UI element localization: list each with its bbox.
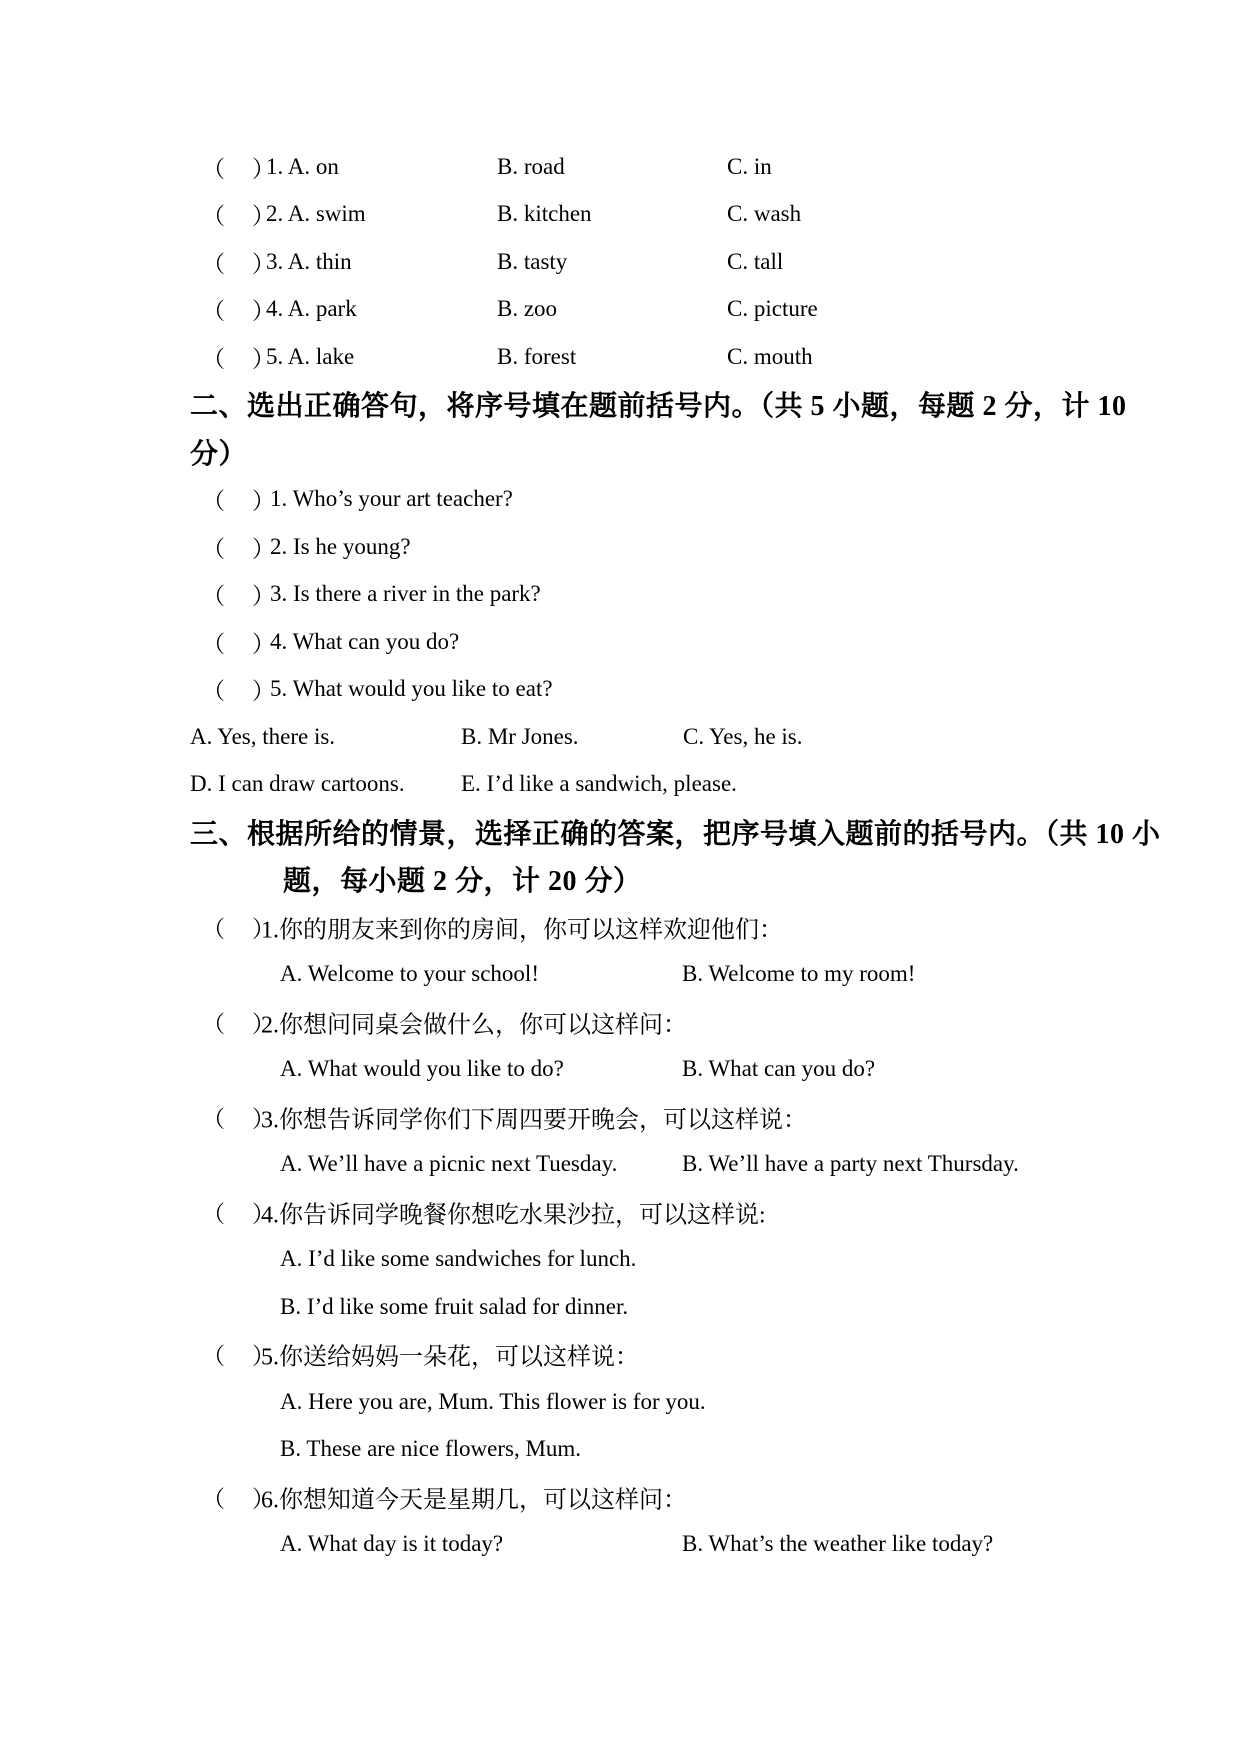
option-b: B. These are nice flowers, Mum. [280, 1436, 582, 1462]
option-c: C. in [727, 153, 772, 179]
section2-heading-line2 [0, 428, 1241, 476]
page-content [0, 143, 1241, 1568]
answer-bracket: （ ） [202, 488, 277, 514]
section-title-continued: 题，每小题 2 分，计 20 分） [283, 866, 642, 898]
vocab-row-4 [0, 286, 1241, 334]
question-text: 5. What would you like to eat? [270, 676, 553, 702]
section3-question-5 [0, 1331, 1241, 1379]
section-title-continued: 分） [190, 438, 248, 470]
answer-bracket: （ ） [202, 1011, 277, 1037]
section2-question-3 [0, 571, 1241, 619]
option-a: A. What would you like to do? [280, 1056, 564, 1082]
answer-d: D. I can draw cartoons. [190, 771, 405, 797]
section3-question-3 [0, 1093, 1241, 1141]
option-a: 4. A. park [266, 296, 357, 322]
vocab-row-5 [0, 333, 1241, 381]
answer-bracket: （ ） [202, 346, 277, 372]
option-c: C. wash [727, 201, 802, 227]
option-c: C. picture [727, 296, 818, 322]
option-b: B. zoo [497, 296, 558, 322]
answer-bracket: （ ） [202, 156, 277, 182]
option-b: B. What can you do? [682, 1056, 876, 1082]
answer-b: B. Mr Jones. [461, 723, 579, 749]
answer-bracket: （ ） [202, 298, 277, 324]
section2-answers-row-1 [0, 713, 1241, 761]
section3-question-3-options [0, 1141, 1241, 1189]
question-text: 2. Is he young? [270, 533, 411, 559]
section-title: 二、选出正确答句，将序号填在题前括号内。（共 5 小题，每题 2 分，计 10 [190, 391, 1127, 423]
option-a: 1. A. on [266, 153, 339, 179]
answer-bracket: （ ） [202, 536, 277, 562]
vocab-row-2 [0, 191, 1241, 239]
answer-bracket: （ ） [202, 1106, 277, 1132]
option-a: A. Welcome to your school! [280, 961, 539, 987]
question-prompt: 4.你告诉同学晚餐你想吃水果沙拉，可以这样说: [261, 1202, 766, 1229]
answer-e: E. I’d like a sandwich, please. [461, 771, 737, 797]
vocab-row-1 [0, 143, 1241, 191]
answer-bracket: （ ） [202, 631, 277, 657]
section3-question-5-option-b [0, 1426, 1241, 1474]
answer-bracket: （ ） [202, 1343, 277, 1369]
option-a: A. Here you are, Mum. This flower is for you. [280, 1388, 706, 1414]
question-prompt: 2.你想问同桌会做什么，你可以这样问： [261, 1012, 687, 1039]
section2-question-4 [0, 618, 1241, 666]
option-a: 3. A. thin [266, 248, 352, 274]
section3-question-6-options [0, 1521, 1241, 1569]
option-b: B. We’ll have a party next Thursday. [682, 1151, 1019, 1177]
option-b: B. tasty [497, 248, 568, 274]
answer-bracket: （ ） [202, 1201, 277, 1227]
option-a: 5. A. lake [266, 343, 355, 369]
option-c: C. mouth [727, 343, 813, 369]
question-text: 1. Who’s your art teacher? [270, 486, 513, 512]
option-b: B. I’d like some fruit salad for dinner. [280, 1293, 629, 1319]
option-a: A. I’d like some sandwiches for lunch. [280, 1246, 637, 1272]
option-a: A. We’ll have a picnic next Tuesday. [280, 1151, 618, 1177]
answer-c: C. Yes, he is. [683, 723, 803, 749]
section3-question-2-options [0, 1046, 1241, 1094]
option-b: B. Welcome to my room! [682, 961, 916, 987]
option-c: C. tall [727, 248, 784, 274]
section3-question-4-option-b [0, 1283, 1241, 1331]
section3-question-2 [0, 998, 1241, 1046]
vocab-row-3 [0, 238, 1241, 286]
section2-question-1 [0, 476, 1241, 524]
question-prompt: 5.你送给妈妈一朵花，可以这样说： [261, 1344, 639, 1371]
section3-question-4-option-a [0, 1236, 1241, 1284]
question-prompt: 3.你想告诉同学你们下周四要开晚会，可以这样说： [261, 1107, 807, 1134]
answer-bracket: （ ） [202, 916, 277, 942]
section3-question-6 [0, 1473, 1241, 1521]
answer-bracket: （ ） [202, 251, 277, 277]
section2-answers-row-2 [0, 761, 1241, 809]
answer-bracket: （ ） [202, 1486, 277, 1512]
answer-bracket: （ ） [202, 678, 277, 704]
section3-question-1-options [0, 951, 1241, 999]
question-text: 3. Is there a river in the park? [270, 581, 541, 607]
answer-a: A. Yes, there is. [190, 723, 336, 749]
option-a: A. What day is it today? [280, 1531, 504, 1557]
section3-heading-line2 [0, 856, 1241, 904]
section3-question-4 [0, 1188, 1241, 1236]
question-text: 4. What can you do? [270, 628, 460, 654]
question-prompt: 6.你想知道今天是星期几，可以这样问： [261, 1487, 687, 1514]
section2-question-2 [0, 523, 1241, 571]
option-a: 2. A. swim [266, 201, 366, 227]
section-title: 三、根据所给的情景，选择正确的答案，把序号填入题前的括号内。（共 10 小 [190, 818, 1161, 850]
section2-heading-line1 [0, 381, 1241, 429]
option-b: B. What’s the weather like today? [682, 1531, 994, 1557]
section3-question-1 [0, 903, 1241, 951]
answer-bracket: （ ） [202, 583, 277, 609]
question-prompt: 1.你的朋友来到你的房间，你可以这样欢迎他们： [261, 917, 783, 944]
option-b: B. forest [497, 343, 577, 369]
option-b: B. kitchen [497, 201, 592, 227]
section2-question-5 [0, 666, 1241, 714]
section3-question-5-option-a [0, 1378, 1241, 1426]
answer-bracket: （ ） [202, 203, 277, 229]
option-b: B. road [497, 153, 565, 179]
section3-heading-line1 [0, 808, 1241, 856]
